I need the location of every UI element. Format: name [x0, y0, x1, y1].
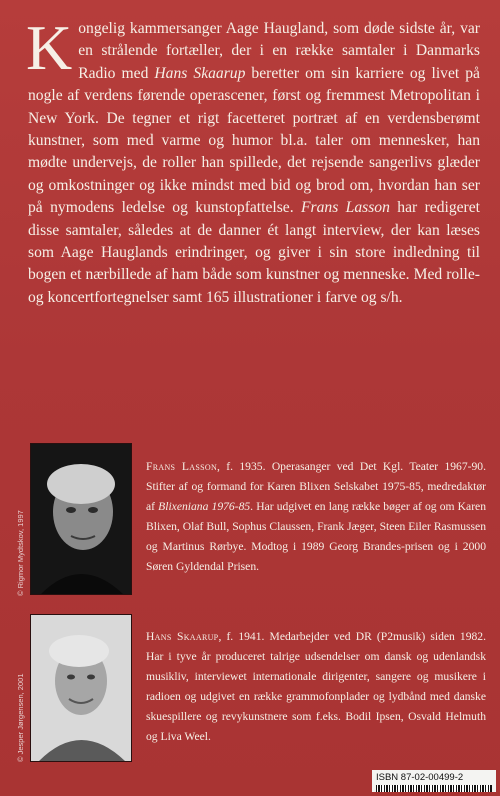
author-photo-lasson [30, 443, 132, 595]
bio-text-part-1: , f. 1935. Operasanger ved Det Kgl. Teater 1967-90. Stifter af og formand for Karen Blixen Selskabet 1975-85, medredaktør af [146, 460, 486, 513]
blurb-part-1: ongelig kammersanger Aage Haugland, som døde sidste år, var en strålende fortæller, der i en række samtaler i Danmarks Radio med [78, 20, 480, 82]
author-photo-skaarup [30, 614, 132, 762]
isbn-number: ISBN 87-02-00499-2 [376, 772, 464, 783]
barcode [376, 785, 492, 792]
bio-name: Frans Lasson [146, 460, 218, 473]
bio-hans-skaarup [146, 627, 486, 747]
host-name: Hans Skaarup [154, 64, 246, 82]
blurb-part-2: beretter om sin karriere og livet på nogle af verdens førende operascener, først og fremmest Metropolitan i New York. De tegner et rigt facetteret portræt af en verdensberømt kunstner, som med varme og humor bl.a. taler om mennesker, han mødte undervejs, de roller han spillede, det rejsende sangerlivs glæder og omkostninger og ikke mindst med bid og brod om, hvordan han ser på nymodens ledelse og kunstopfattelse. [28, 64, 480, 217]
bio-text: , f. 1941. Medarbejder ved DR (P2musik) siden 1982. Har i tyve år produceret talrige udsendelser om dansk og udenlandsk musikliv, interviewet internationale dirigenter, sangere og musikere i radioen og udgivet en række grammofonplader og lydbånd med danske skuespillere og revykunstnere som f.eks. Bodil Ipsen, Osvald Helmuth og Liva Weel. [146, 630, 487, 743]
blurb-part-3: har redigeret disse samtaler, således at de danner ét langt interview, der kan læses som Aage Hauglands erindringer, og giver i sin store indledning til bogen et nærbillede af ham både som kunstner og menneske. Med rolle- og koncertfortegnelser samt 165 illustrationer i farve og s/h. [28, 199, 480, 306]
bio-text-part-2: . Har udgivet en lang række bøger af og om Karen Blixen, Olaf Bull, Sophus Claussen, Frank Jæger, Steen Eiler Rasmussen og Martinus Rørbye. Modtog i 1989 Georg Brandes-prisen og i 2000 Søren Gyldendal Prisen. [146, 500, 487, 573]
photo-credit-lasson: © Rigmor Mydtskov, 1997 [16, 510, 25, 596]
bio-frans-lasson [146, 457, 486, 577]
editor-name: Frans Lasson [301, 199, 390, 217]
photo-credit-skaarup: © Jesper Jørgensen, 2001 [16, 673, 25, 762]
drop-cap: K [26, 12, 73, 83]
bio-name: Hans Skaarup [146, 630, 219, 643]
journal-title: Blixeniana 1976-85 [158, 500, 251, 513]
blurb-text [26, 12, 480, 309]
isbn-sticker [372, 770, 496, 792]
